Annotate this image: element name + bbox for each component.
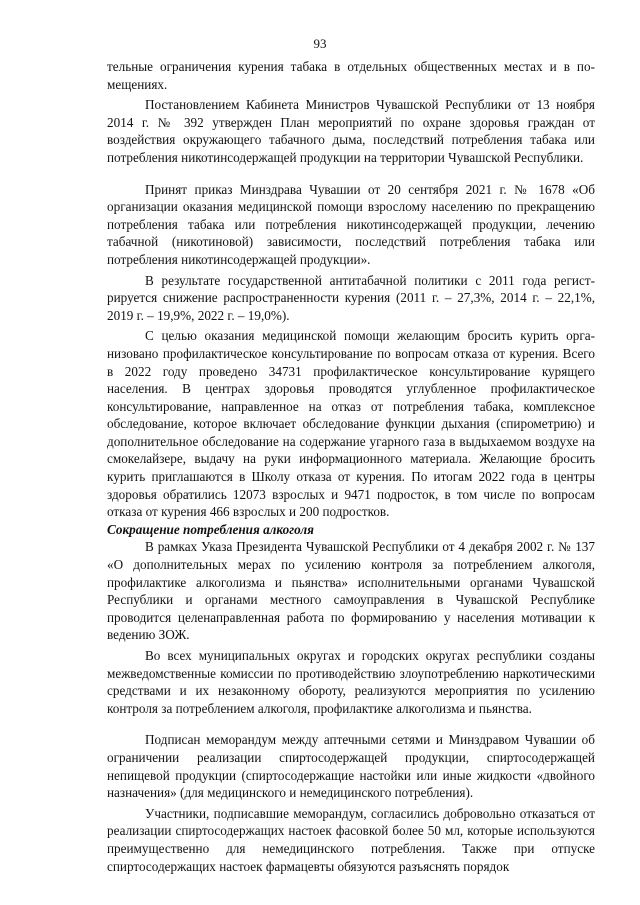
- document-body: [107, 58, 595, 875]
- paragraph-interagency-commissions: Во всех муниципальных округах и городских округах республики созданы межведомственные комиссии по противодействию злоупотреблению наркотическими средствами и их незаконному обороту, реализуются мероприятия по усилению контроля за потреблением алкоголя, профилактике алкоголизма и пьянства.: [107, 648, 595, 716]
- paragraph-minzdrav-order: Принят приказ Минздрава Чувашии от 20 сентября 2021 г. № 1678 «Об организации оказания медицинской помощи взрослому населению по прекращению потребления табака или потребления никотинсодержащей продукции, лечению табачной (никотиновой) зависимости, последствий потребления табака или потребления никотинсодержащей продукции».: [107, 181, 595, 267]
- page-number: 93: [313, 36, 327, 51]
- section-heading-alcohol: Сокращение потребления алкоголя: [107, 521, 314, 537]
- paragraph-smoking-restrictions-continued: тельные ограничения курения табака в отдельных общественных местах и в помещениях.: [107, 59, 595, 92]
- paragraph-smoking-prevalence: В результате государственной антитабачной политики с 2011 года регистрируется снижение распространенности курения (2011 г. – 27,3%, 2014 г. – 22,1%, 2019 г. – 19,9%, 2022 г. – 19,0%).: [107, 272, 595, 323]
- paragraph-memorandum-participants: Участники, подписавшие меморандум, согласились добровольно отказаться от реализации спиртосодержащих настоек фасовкой более 50 мл, которые используются преимущественно для немедицинского потребления. Также при отпуске спиртосодержащих настоек фармацевты обязуются разъяснять порядок: [107, 805, 595, 874]
- paragraph-smoking-counseling: С целью оказания медицинской помощи желающим бросить курить организовано профилактическое консультирование по вопросам отказа от курения. Всего в 2022 году проведено 34731 профилактическое консультирование курящего населения. В центрах здоровья проводятся углубленное профилактическое консультирование, направленное на отказ от потребления табака, комплексное обследование, которое включает обследование функции дыхания (спирометрию) и дополнительное обследование на содержание угарного газа в выдыхаемом воздухе на смокелайзере, выдачу на руки информационного материала. Желающие бросить курить приглашаются в Школу отказа от курения. По итогам 2022 года в центры здоровья обратились 12073 взрослых и 9471 подросток, в том числе по вопросам отказа от курения 466 взрослых и 200 подростков.: [107, 328, 595, 520]
- paragraph-cabinet-resolution: Постановлением Кабинета Министров Чувашской Республики от 13 ноября 2014 г. № 392 утвержден План мероприятий по охране здоровья граждан от воздействия окружающего табачного дыма, последствий потребления табака или потребления никотинсодержащей продукции на территории Чувашской Республики.: [107, 97, 595, 165]
- paragraph-presidential-decree: В рамках Указа Президента Чувашской Республики от 4 декабря 2002 г. № 137 «О дополнительных мерах по усилению контроля за потреблением алкоголя, профилактике алкоголизма и пьянства» исполнительными органами Чувашской Республики и органами местного самоуправления в Чувашской Республике проводится целенаправленная работа по формированию у населения мотивации к ведению ЗОЖ.: [107, 539, 595, 643]
- paragraph-memorandum: Подписан меморандум между аптечными сетями и Минздравом Чувашии об ограничении реализации спиртосодержащей продукции, спиртосодержащей непищевой продукции (спиртосодержащие настойки или иные жидкости «двойного назначения» (для медицинского и немедицинского потребления).: [107, 732, 595, 801]
